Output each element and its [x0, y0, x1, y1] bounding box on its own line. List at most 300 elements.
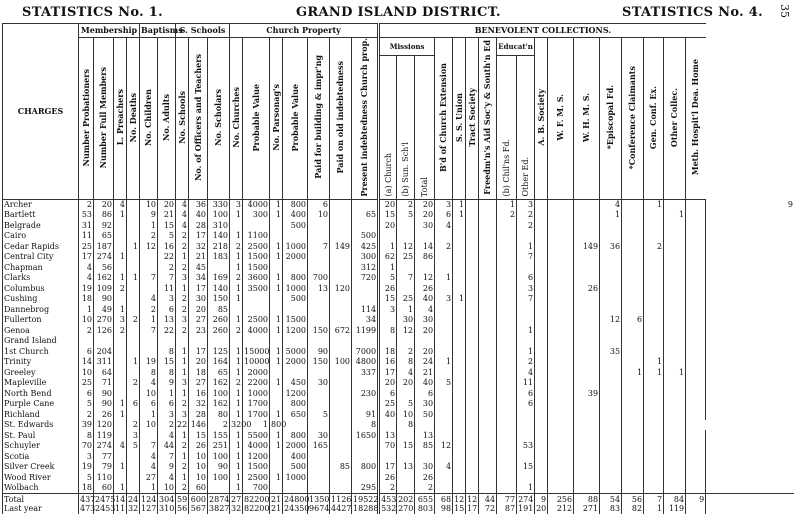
table-cell: 1200 [283, 325, 308, 336]
table-cell: 3 [176, 315, 189, 326]
table-cell: 1 [176, 367, 189, 378]
table-cell: 2 [140, 231, 158, 242]
table-cell: 700 [243, 483, 270, 494]
table-cell: 56 [177, 504, 188, 514]
table-cell: 3500 [243, 283, 270, 294]
table-cell [330, 451, 352, 462]
table-cell: 90 [308, 346, 330, 357]
table-cell: 11 [79, 231, 94, 242]
table-cell: 20 [189, 357, 208, 368]
table-row [3, 472, 795, 483]
table-cell: 18 [79, 483, 94, 494]
table-cell [466, 325, 479, 336]
table-row [3, 388, 795, 399]
table-cell: 1 [435, 273, 453, 284]
table-cell [686, 241, 706, 252]
table-cell [622, 462, 644, 473]
table-cell: 39 [574, 388, 600, 399]
table-cell: 1 [230, 262, 243, 273]
table-cell [114, 451, 127, 462]
charge-name: Clarks [3, 273, 79, 284]
table-cell [664, 472, 686, 483]
table-cell: 44 [479, 493, 497, 504]
table-cell [706, 252, 794, 263]
table-cell: 310 [159, 504, 175, 514]
table-cell: 77 [497, 493, 517, 504]
table-cell [664, 304, 686, 315]
table-cell: 1 [622, 367, 644, 378]
table-cell [435, 346, 453, 357]
header-left-title: STATISTICS No. 1. [22, 5, 163, 20]
table-cell [622, 273, 644, 284]
table-cell: 8 [158, 367, 176, 378]
table-cell [686, 483, 706, 494]
table-cell [497, 483, 517, 494]
table-cell: 2200 [243, 378, 270, 389]
table-cell: 260 [208, 325, 230, 336]
table-cell: 6 [517, 399, 535, 410]
table-cell [600, 336, 622, 347]
table-cell: 5 [127, 441, 140, 452]
table-cell: 17 [79, 252, 94, 263]
table-cell: 3 [158, 294, 176, 305]
table-cell [706, 367, 794, 378]
table-cell [574, 210, 600, 221]
table-cell: 1 [176, 472, 189, 483]
table-cell [548, 199, 574, 210]
table-cell [127, 199, 140, 210]
table-cell: 9 [706, 199, 794, 210]
table-cell: 56 [94, 262, 114, 273]
table-cell [140, 336, 158, 347]
table-cell [352, 283, 379, 294]
table-cell: 30 [415, 399, 435, 410]
table-cell [330, 430, 352, 441]
table-cell [548, 325, 574, 336]
table-cell [453, 420, 466, 431]
table-cell: 4 [140, 294, 158, 305]
table-cell [308, 483, 330, 494]
table-cell [686, 304, 706, 315]
table-cell [283, 231, 308, 242]
table-cell [466, 304, 479, 315]
table-cell: 1500 [243, 462, 270, 473]
table-cell [535, 399, 548, 410]
table-cell: 4000 [243, 441, 270, 452]
table-cell: 1 [397, 304, 415, 315]
table-cell [466, 294, 479, 305]
table-cell: 1 [79, 304, 94, 315]
table-row [3, 336, 795, 347]
table-cell: 4 [517, 367, 535, 378]
table-cell [270, 304, 283, 315]
table-cell: 72 [479, 504, 497, 514]
table-cell: 10 [308, 210, 330, 221]
table-cell: 17 [379, 367, 397, 378]
table-cell [330, 346, 352, 357]
table-cell [548, 231, 574, 242]
table-row [3, 231, 795, 242]
table-cell [466, 462, 479, 473]
table-cell: 2 [397, 199, 415, 210]
table-cell: 304 [159, 494, 175, 504]
table-cell [664, 462, 686, 473]
table-cell [686, 262, 706, 273]
table-cell: 1100 [243, 231, 270, 242]
table-cell [114, 430, 127, 441]
table-cell [706, 241, 794, 252]
table-cell: 310 [208, 220, 230, 231]
table-cell [622, 283, 644, 294]
table-cell: 12 [435, 441, 453, 452]
table-cell: 12 [397, 241, 415, 252]
table-cell: 8 [352, 420, 379, 431]
table-cell [243, 220, 270, 231]
table-cell [644, 346, 664, 357]
table-cell: 1 [517, 346, 535, 357]
table-cell [158, 336, 176, 347]
table-cell [686, 315, 706, 326]
table-cell: 53 [79, 210, 94, 221]
table-cell [308, 420, 330, 431]
table-cell: 2000 [283, 357, 308, 368]
table-cell: 3600 [243, 273, 270, 284]
table-cell [497, 462, 517, 473]
table-cell: 4000 [243, 325, 270, 336]
table-cell [497, 325, 517, 336]
table-cell: 5 [158, 231, 176, 242]
table-cell: 12 [415, 273, 435, 284]
table-cell: 4 [176, 220, 189, 231]
table-cell [686, 252, 706, 263]
table-cell [706, 399, 794, 410]
table-cell [270, 462, 283, 473]
table-cell [479, 336, 497, 347]
table-cell: 7 [397, 273, 415, 284]
table-cell: 3 [176, 273, 189, 284]
table-cell: 13 [397, 462, 415, 473]
charge-name: Fullerton [3, 315, 79, 326]
charge-name: Schuyler [3, 441, 79, 452]
table-cell [600, 304, 622, 315]
table-cell [548, 451, 574, 462]
table-cell: 1 [270, 325, 283, 336]
col-paid-debt: Paid on old indebtedness [330, 38, 352, 200]
table-cell: 8 [397, 420, 415, 431]
table-cell [600, 294, 622, 305]
table-cell [574, 409, 600, 420]
table-cell: 20 [189, 304, 208, 315]
table-cell [243, 336, 270, 347]
table-cell [397, 430, 415, 441]
table-cell: 4 [140, 462, 158, 473]
table-cell [686, 441, 706, 452]
table-cell: 2 [517, 357, 535, 368]
table-cell [664, 483, 686, 494]
table-cell [622, 483, 644, 494]
table-cell [479, 420, 497, 431]
table-cell: 2 [176, 304, 189, 315]
table-cell: 183 [208, 252, 230, 263]
table-cell [466, 220, 479, 231]
table-cell: 150 [308, 357, 330, 368]
table-cell [330, 378, 352, 389]
table-cell [230, 304, 243, 315]
table-cell [479, 262, 497, 273]
table-cell: 26 [189, 441, 208, 452]
table-cell [397, 262, 415, 273]
table-cell [140, 430, 158, 441]
table-cell: 800 [352, 462, 379, 473]
table-cell [600, 273, 622, 284]
table-cell [479, 252, 497, 263]
table-cell [706, 493, 794, 504]
table-cell [644, 420, 664, 431]
table-cell: 5 [397, 399, 415, 410]
table-cell [622, 231, 644, 242]
table-cell [644, 210, 664, 221]
table-cell: 7 [517, 252, 535, 263]
table-cell [548, 262, 574, 273]
table-cell: 3 [176, 378, 189, 389]
table-cell: 1 [176, 388, 189, 399]
table-cell: 120 [94, 420, 114, 431]
col-adults: No. Adults [158, 38, 176, 200]
table-cell: 15 [158, 357, 176, 368]
table-cell [330, 199, 352, 210]
table-cell [397, 451, 415, 462]
table-cell: 56 [622, 493, 644, 504]
table-cell: 32 [189, 241, 208, 252]
col-present-debt: Present indebtedness Church prop. [352, 38, 379, 200]
table-cell: 2500 [243, 241, 270, 252]
table-cell: 18 [79, 294, 94, 305]
table-cell [706, 273, 794, 284]
table-cell [497, 430, 517, 441]
table-cell [622, 409, 644, 420]
table-cell: 13 [415, 430, 435, 441]
table-cell: 3 [127, 430, 140, 441]
table-cell [415, 451, 435, 462]
table-cell: 437 [80, 494, 96, 504]
table-cell: 1 [517, 483, 535, 494]
table-cell [600, 231, 622, 242]
table-row [3, 346, 795, 357]
table-cell [283, 262, 308, 273]
table-cell: 2 [79, 325, 94, 336]
table-cell: 1 [230, 472, 243, 483]
col-paid-building: Paid for building & impr'ng [308, 38, 330, 200]
table-cell [479, 399, 497, 410]
table-cell: 20 [415, 210, 435, 221]
table-cell: 1500 [283, 315, 308, 326]
table-cell [466, 451, 479, 462]
table-cell [308, 304, 330, 315]
table-cell [664, 283, 686, 294]
table-cell: 17 [467, 504, 478, 514]
col-churches: No. Churches [230, 38, 243, 200]
table-cell: 82200 [244, 494, 270, 504]
table-cell [330, 367, 352, 378]
table-cell: 3 [176, 409, 189, 420]
table-cell: 1 [270, 357, 283, 368]
table-cell [330, 252, 352, 263]
table-row [3, 199, 795, 210]
table-cell: 10 [158, 483, 176, 494]
table-cell: 2 [114, 325, 127, 336]
table-cell [664, 231, 686, 242]
table-cell [706, 304, 794, 315]
table-cell: 12 [467, 494, 478, 504]
table-cell: 22 [158, 325, 176, 336]
table-cell [548, 241, 574, 252]
table-cell [706, 346, 794, 357]
charge-name: Last year [3, 504, 79, 514]
table-row [3, 315, 795, 326]
table-cell: 1126 [331, 494, 352, 504]
table-cell [686, 409, 706, 420]
table-cell: 21 [415, 367, 435, 378]
table-cell: 12 [140, 241, 158, 252]
table-cell [127, 346, 140, 357]
table-cell: 4 [435, 220, 453, 231]
table-row [3, 262, 795, 273]
table-cell [330, 210, 352, 221]
table-cell: 1 [644, 367, 664, 378]
table-cell: 1 [230, 294, 243, 305]
col-local-preachers: L. Preachers [114, 38, 127, 200]
table-cell: 17 [379, 462, 397, 473]
table-cell [479, 483, 497, 494]
table-cell: 10 [189, 462, 208, 473]
table-cell: 30 [397, 315, 415, 326]
table-cell [283, 420, 308, 431]
table-cell: 4 [435, 462, 453, 473]
table-row [3, 210, 795, 221]
table-cell: 1 [140, 315, 158, 326]
table-cell [435, 409, 453, 420]
table-cell [466, 472, 479, 483]
table-cell [600, 367, 622, 378]
table-cell: 1000 [283, 241, 308, 252]
table-cell: 2 [397, 346, 415, 357]
table-cell [435, 252, 453, 263]
table-cell: 12 [397, 325, 415, 336]
table-cell [453, 252, 466, 263]
table-cell: 3827 [209, 504, 230, 514]
table-cell: 82200 [244, 504, 270, 514]
table-cell [283, 483, 308, 494]
table-cell [127, 220, 140, 231]
table-cell: 169 [208, 273, 230, 284]
table-cell [574, 378, 600, 389]
table-row [3, 399, 795, 410]
table-cell [622, 420, 644, 431]
table-cell [114, 220, 127, 231]
table-row [3, 283, 795, 294]
table-cell: 24 [128, 494, 139, 504]
group-church-property: Church Property [230, 24, 379, 38]
table-cell: 16 [158, 241, 176, 252]
table-cell: 85 [330, 462, 352, 473]
table-cell [600, 388, 622, 399]
table-cell: 64 [94, 367, 114, 378]
table-cell: 15000 [244, 346, 270, 356]
table-cell [352, 220, 379, 231]
table-cell: 2 [230, 273, 243, 284]
table-cell [497, 388, 517, 399]
table-cell [706, 294, 794, 305]
table-cell [330, 483, 352, 494]
table-cell [453, 283, 466, 294]
table-row [3, 294, 795, 305]
table-cell: 6 [435, 210, 453, 221]
table-cell: 1 [270, 472, 283, 483]
table-cell: 22 [158, 252, 176, 263]
table-cell [600, 409, 622, 420]
table-cell [517, 409, 535, 420]
charge-name: St. Edwards [3, 420, 79, 431]
table-cell [330, 294, 352, 305]
table-cell: 1000 [243, 388, 270, 399]
table-cell [497, 220, 517, 231]
table-cell: 10 [140, 199, 158, 210]
table-cell: 1 [600, 210, 622, 221]
table-cell: 17 [189, 283, 208, 294]
table-cell: 150 [308, 325, 330, 336]
table-cell [664, 273, 686, 284]
col-ss-union: S. S. Union [453, 38, 466, 200]
table-cell: 1 [644, 357, 664, 368]
table-cell: 1 [270, 346, 283, 357]
table-cell: 1 [127, 273, 140, 284]
table-cell: 2 [415, 483, 435, 494]
table-cell [706, 325, 794, 336]
table-cell [622, 262, 644, 273]
table-cell: 300 [352, 252, 379, 263]
table-cell [686, 325, 706, 336]
table-cell [114, 472, 127, 483]
table-cell [706, 378, 794, 389]
table-cell: 14 [79, 357, 94, 368]
table-row [3, 483, 795, 494]
table-cell [600, 430, 622, 441]
table-cell: 16 [189, 388, 208, 399]
table-cell: 1 [453, 294, 466, 305]
table-cell [517, 304, 535, 315]
table-cell: 1500 [243, 262, 270, 273]
table-cell [664, 325, 686, 336]
charge-name: Grand Island [3, 336, 79, 347]
table-cell [574, 231, 600, 242]
table-cell [686, 367, 706, 378]
table-cell [270, 231, 283, 242]
table-cell: 1 [230, 399, 243, 410]
table-cell [479, 199, 497, 210]
table-cell [706, 220, 794, 231]
table-cell [435, 336, 453, 347]
table-cell [622, 325, 644, 336]
charge-name: Purple Cane [3, 399, 79, 410]
table-cell: 20 [379, 378, 397, 389]
table-cell [466, 483, 479, 494]
table-cell: 40 [379, 409, 397, 420]
table-cell: 40 [415, 378, 435, 389]
page-number: 35 [778, 4, 791, 18]
table-cell [497, 231, 517, 242]
table-cell: 54 [600, 493, 622, 504]
charge-name: St. Paul [3, 430, 79, 441]
